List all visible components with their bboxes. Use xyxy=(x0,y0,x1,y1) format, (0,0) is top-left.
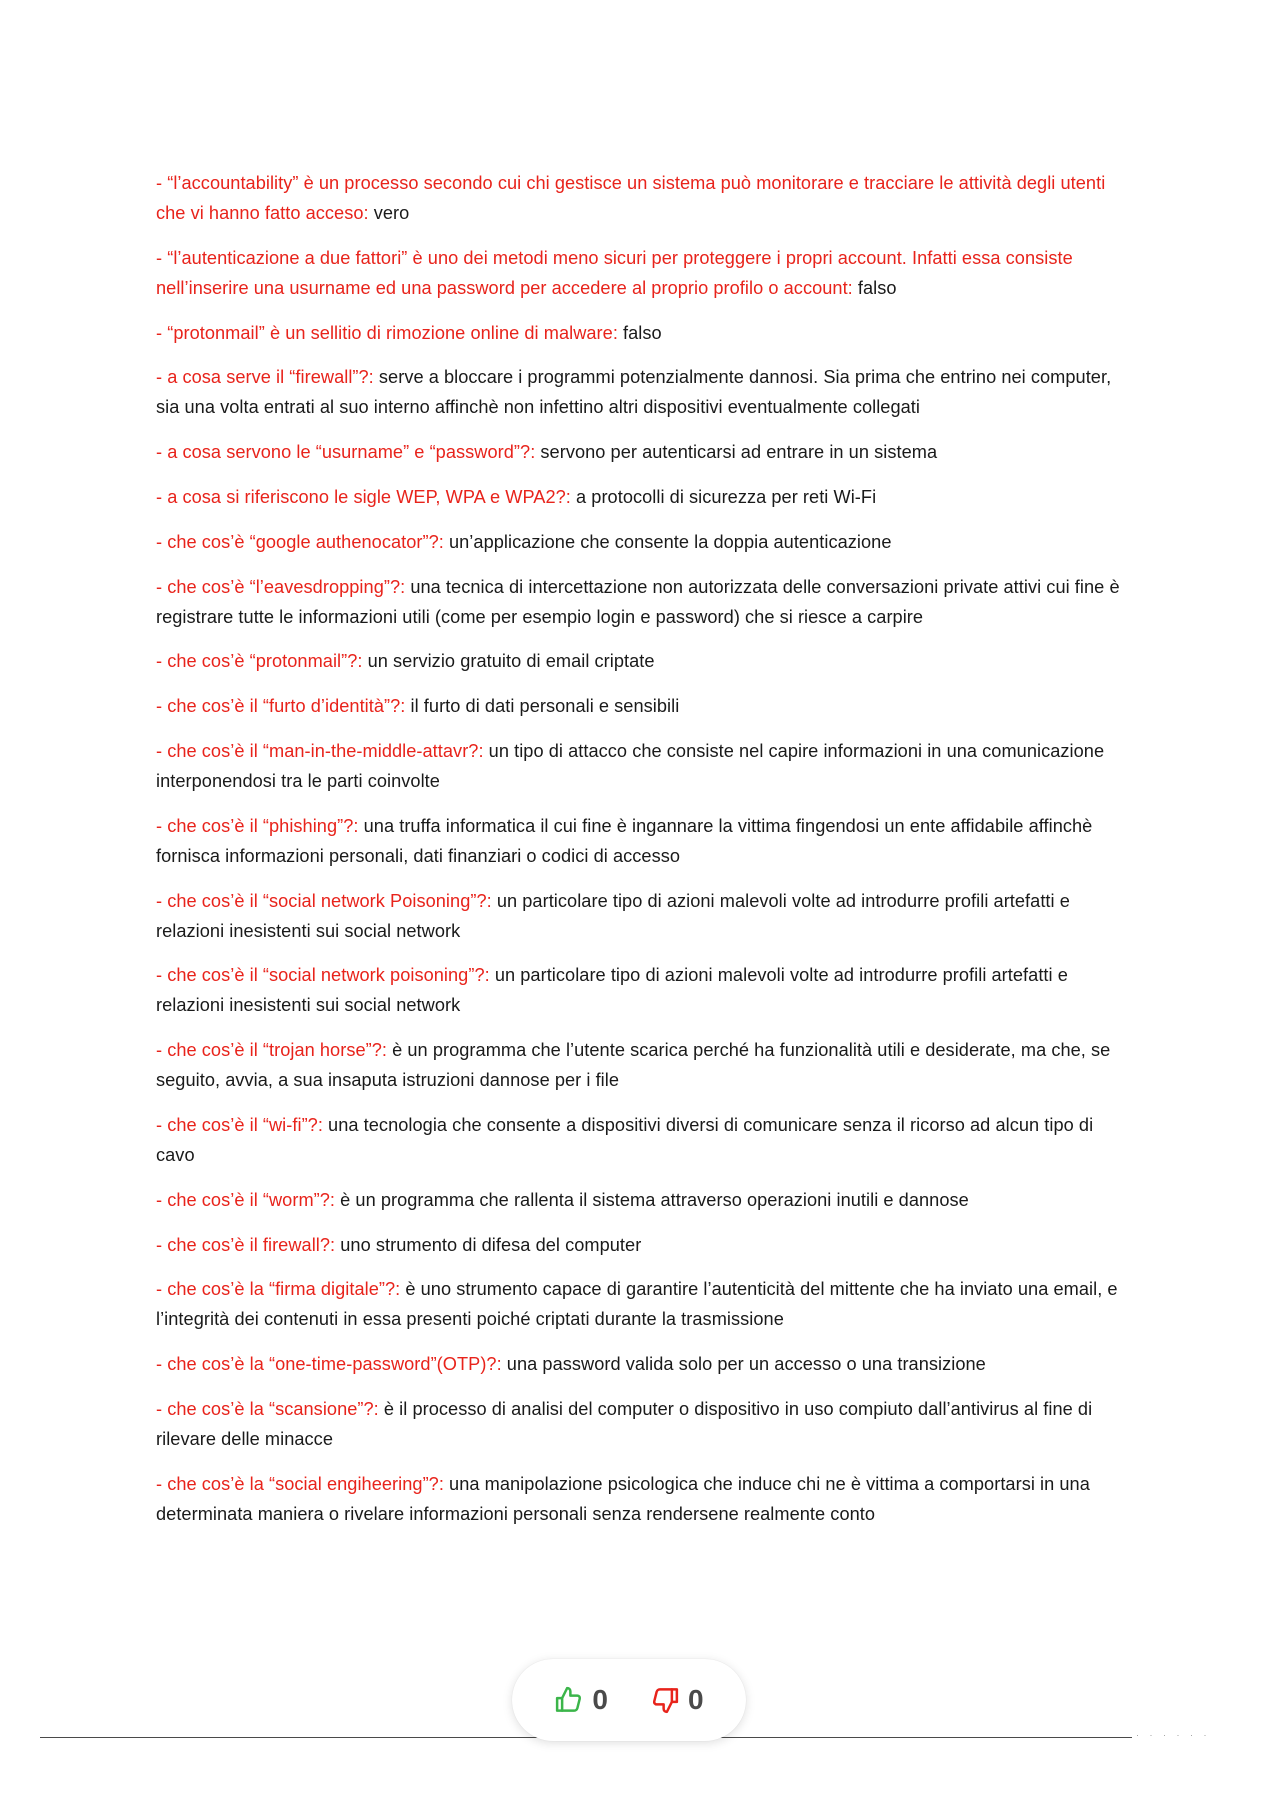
question-text: - che cos’è la “social engiheering”?: xyxy=(156,1473,444,1494)
answer-text: un’applicazione che consente la doppia autenticazione xyxy=(443,531,892,552)
like-button[interactable] xyxy=(554,1684,608,1716)
question-text: - che cos’è “protonmail”?: xyxy=(156,651,363,672)
qa-entry xyxy=(156,527,1136,557)
answer-text: un tipo di attacco che consiste nel capire informazioni in una comunicazione interponendosi tra le parti coinvolte xyxy=(156,740,1105,791)
question-text: - che cos’è il “social network Poisoning”?: xyxy=(156,890,492,911)
qa-entry xyxy=(156,886,1136,946)
question-text: - che cos’è la “firma digitale”?: xyxy=(156,1279,401,1300)
question-text: - che cos’è “google authenocator”?: xyxy=(156,531,444,552)
qa-entry xyxy=(156,1110,1136,1170)
answer-text: il furto di dati personali e sensibili xyxy=(405,696,680,717)
answer-text: uno strumento di difesa del computer xyxy=(335,1234,642,1255)
question-text: - che cos’è “l’eavesdropping”?: xyxy=(156,576,406,597)
question-text: - a cosa serve il “firewall”?: xyxy=(156,367,374,388)
question-text: - che cos’è la “one-time-password”(OTP)?: xyxy=(156,1354,502,1375)
qa-entry xyxy=(156,437,1136,467)
qa-entry xyxy=(156,960,1136,1020)
answer-text: a protocolli di sicurezza per reti Wi-Fi xyxy=(570,486,877,507)
answer-text: è il processo di analisi del computer o dispositivo in uso compiuto dall’antivirus al fine di rilevare delle minacce xyxy=(156,1398,1093,1449)
answer-text: è uno strumento capace di garantire l’autenticità del mittente che ha inviato una email, e l’integrità dei contenuti in essa presenti poiché criptati durante la trasmissione xyxy=(156,1279,1118,1330)
question-text: - “protonmail” è un sellitio di rimozione online di malware: xyxy=(156,322,618,343)
answer-text: una password valida solo per un accesso o una transizione xyxy=(501,1354,986,1375)
qa-entry xyxy=(156,1185,1136,1215)
question-text: - che cos’è il “man-in-the-middle-attavr?: xyxy=(156,740,484,761)
qa-list xyxy=(156,168,1136,1544)
answer-text: un servizio gratuito di email criptate xyxy=(362,651,655,672)
question-text: - a cosa servono le “usurname” e “password”?: xyxy=(156,442,536,463)
answer-text: falso xyxy=(852,277,897,298)
footer-dots: · · · · · · xyxy=(1136,1730,1211,1740)
qa-entry xyxy=(156,168,1136,228)
answer-text: un particolare tipo di azioni malevoli volte ad introdurre profili artefatti e relazioni inesistenti sui social network xyxy=(156,965,1068,1016)
question-text: - “l’accountability” è un processo secondo cui chi gestisce un sistema può monitorare e tracciare le attività degli utenti che vi hanno fatto acceso: xyxy=(156,173,1106,223)
qa-entry xyxy=(156,1274,1136,1334)
answer-text: una manipolazione psicologica che induce chi ne è vittima a comportarsi in una determinata maniera o rivelare informazioni personali senza rendersene realmente conto xyxy=(156,1473,1090,1524)
qa-entry xyxy=(156,243,1136,303)
qa-entry xyxy=(156,1394,1136,1454)
question-text: - che cos’è il “worm”?: xyxy=(156,1189,336,1210)
qa-entry xyxy=(156,811,1136,871)
like-count: 0 xyxy=(592,1684,608,1715)
question-text: - che cos’è il “wi-fi”?: xyxy=(156,1114,323,1135)
answer-text: è un programma che l’utente scarica perché ha funzionalità utili e desiderate, ma che, se seguito, avvia, a sua insaputa istruzioni dannose per i file xyxy=(156,1040,1111,1091)
dislike-count: 0 xyxy=(688,1684,704,1715)
answer-text: è un programma che rallenta il sistema attraverso operazioni inutili e dannose xyxy=(335,1189,969,1210)
answer-text: una tecnologia che consente a dispositivi diversi di comunicare senza il ricorso ad alcun tipo di cavo xyxy=(156,1114,1094,1165)
qa-entry xyxy=(156,691,1136,721)
answer-text: una tecnica di intercettazione non autorizzata delle conversazioni private attivi cui fine è registrare tutte le informazioni utili (come per esempio login e password) che si riesce a carpire xyxy=(156,576,1120,627)
qa-entry xyxy=(156,318,1136,348)
question-text: - che cos’è il “phishing”?: xyxy=(156,815,359,836)
answer-text: vero xyxy=(368,203,410,223)
question-text: - che cos’è il firewall?: xyxy=(156,1234,336,1255)
question-text: - che cos’è il “social network poisoning”?: xyxy=(156,965,490,986)
qa-entry xyxy=(156,362,1136,422)
answer-text: falso xyxy=(617,322,662,343)
question-text: - che cos’è il “furto d’identità”?: xyxy=(156,696,406,717)
thumbs-down-icon xyxy=(650,1685,680,1715)
question-text: - che cos’è il “trojan horse”?: xyxy=(156,1040,388,1061)
qa-entry xyxy=(156,1035,1136,1095)
answer-text: servono per autenticarsi ad entrare in un sistema xyxy=(535,442,938,463)
qa-entry xyxy=(156,1230,1136,1260)
qa-entry xyxy=(156,646,1136,676)
dislike-button[interactable] xyxy=(650,1684,704,1716)
question-text: - “l’autenticazione a due fattori” è uno dei metodi meno sicuri per proteggere i propri account. Infatti essa consiste nell’inserire una usurname ed una password per accedere al proprio profilo o account: xyxy=(156,247,1073,298)
qa-entry xyxy=(156,482,1136,512)
vote-bar xyxy=(512,1659,746,1741)
qa-entry xyxy=(156,1349,1136,1379)
qa-entry xyxy=(156,736,1136,796)
thumbs-up-icon xyxy=(554,1685,584,1715)
qa-entry xyxy=(156,1469,1136,1529)
answer-text: una truffa informatica il cui fine è ingannare la vittima fingendosi un ente affidabile affinchè fornisca informazioni personali, dati finanziari o codici di accesso xyxy=(156,815,1093,866)
question-text: - che cos’è la “scansione”?: xyxy=(156,1398,379,1419)
qa-entry xyxy=(156,572,1136,632)
answer-text: serve a bloccare i programmi potenzialmente dannosi. Sia prima che entrino nei computer, sia una volta entrati al suo interno affinchè non infettino altri dispositivi eventualmente collegati xyxy=(156,367,1112,418)
answer-text: un particolare tipo di azioni malevoli volte ad introdurre profili artefatti e relazioni inesistenti sui social network xyxy=(156,890,1070,941)
question-text: - a cosa si riferiscono le sigle WEP, WPA e WPA2?: xyxy=(156,486,571,507)
